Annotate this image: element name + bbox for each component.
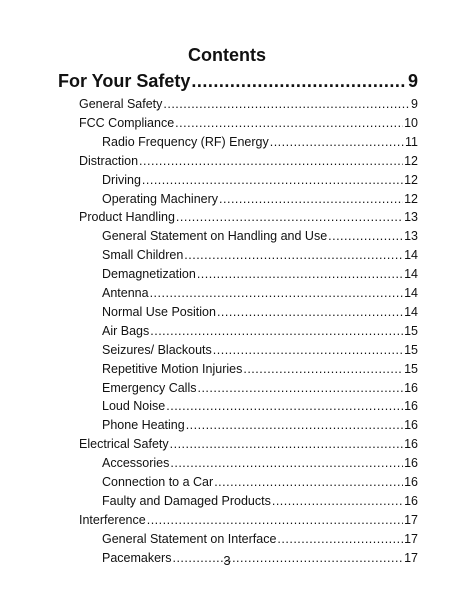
- toc-dot-leader: [184, 246, 403, 264]
- toc-entry[interactable]: [79, 95, 418, 113]
- toc-entry-label: General Statement on Interface: [102, 531, 277, 546]
- contents-title: Contents: [188, 45, 266, 65]
- toc-entry-label: Phone Heating: [102, 418, 185, 433]
- toc-entry-page: 12: [404, 153, 418, 168]
- toc-entry-page: 16: [404, 380, 418, 395]
- toc-entry-label: Interference: [79, 512, 146, 527]
- toc-entry[interactable]: [58, 70, 418, 92]
- toc-dot-leader: [150, 322, 403, 340]
- toc-entry[interactable]: [102, 322, 418, 340]
- toc-dot-leader: [197, 379, 403, 397]
- toc-entry-label: Distraction: [79, 153, 139, 168]
- toc-entry[interactable]: [102, 473, 418, 491]
- toc-dot-leader: [277, 530, 403, 548]
- toc-entry-label: Pacemakers: [102, 550, 172, 565]
- toc-entry-label: Operating Machinery: [102, 191, 219, 206]
- toc-dot-leader: [170, 454, 403, 472]
- toc-entry-page: 17: [404, 550, 418, 565]
- toc-entry-page: 15: [404, 361, 418, 376]
- toc-entry-page: 14: [404, 267, 418, 282]
- toc-entry-page: 13: [404, 229, 418, 244]
- page-number: 3: [223, 553, 231, 568]
- toc-entry-label: Connection to a Car: [102, 475, 214, 489]
- toc-entry[interactable]: [102, 360, 418, 378]
- toc-entry[interactable]: [102, 284, 418, 302]
- toc-entry-page: 14: [404, 286, 418, 300]
- toc-dot-leader: [163, 95, 410, 113]
- toc-dot-leader: [166, 397, 403, 415]
- toc-dot-leader: [142, 171, 403, 189]
- toc-entry-label: Electrical Safety: [79, 437, 169, 452]
- toc-entry-label: Emergency Calls: [102, 380, 197, 395]
- toc-entry-page: 16: [404, 456, 418, 471]
- toc-entry-page: 9: [407, 71, 418, 91]
- toc-entry[interactable]: [102, 265, 418, 283]
- toc-entry-label: Faulty and Damaged Products: [102, 493, 271, 508]
- toc-entry[interactable]: [79, 114, 418, 132]
- toc-entry[interactable]: [102, 454, 418, 472]
- toc-entry[interactable]: [102, 341, 418, 359]
- toc-entry-label: Radio Frequency (RF) Energy: [102, 134, 269, 149]
- toc-entry-page: 16: [404, 437, 418, 452]
- toc-entry-page: 17: [404, 531, 418, 546]
- toc-entry-page: 12: [404, 191, 418, 206]
- toc-entry[interactable]: [102, 416, 418, 434]
- toc-entry[interactable]: [102, 379, 418, 397]
- toc-entry-page: 12: [404, 172, 418, 187]
- toc-entry-label: Seizures/ Blackouts: [102, 342, 212, 357]
- toc-dot-leader: [197, 265, 403, 283]
- toc-entry[interactable]: [79, 511, 418, 529]
- toc-dot-leader: [147, 511, 403, 529]
- toc-entry-label: Antenna: [102, 286, 149, 300]
- toc-entry-label: Accessories: [102, 456, 170, 471]
- toc-dot-leader: [328, 227, 403, 245]
- toc-entry-label: Repetitive Motion Injuries: [102, 361, 243, 376]
- toc-entry-page: 14: [404, 248, 418, 263]
- toc-entry-page: 17: [404, 512, 418, 527]
- toc-dot-leader: [270, 133, 404, 151]
- toc-entry-label: Loud Noise: [102, 399, 166, 414]
- toc-entry-page: 16: [404, 418, 418, 433]
- toc-entry-page: 11: [405, 134, 418, 149]
- toc-dot-leader: [186, 416, 403, 434]
- toc-entry-page: 15: [404, 342, 418, 357]
- toc-entry[interactable]: [102, 492, 418, 510]
- toc-entry[interactable]: [79, 152, 418, 170]
- toc-entry-page: 13: [404, 210, 418, 225]
- toc-dot-leader: [176, 208, 403, 226]
- toc-dot-leader: [175, 114, 403, 132]
- toc-dot-leader: [272, 492, 403, 510]
- toc-entry-label: Normal Use Position: [102, 304, 216, 319]
- toc-entry[interactable]: [79, 435, 418, 453]
- toc-entry[interactable]: [102, 397, 418, 415]
- toc-entry-label: Driving: [102, 172, 141, 187]
- toc-entry-page: 16: [404, 475, 418, 489]
- toc-entry-page: 9: [411, 97, 418, 111]
- toc-entry[interactable]: [102, 303, 418, 321]
- toc-entry-label: Small Children: [102, 248, 184, 263]
- toc-dot-leader: [139, 152, 403, 170]
- toc-dot-leader: [243, 360, 403, 378]
- toc-dot-leader: [217, 303, 403, 321]
- toc-entry[interactable]: [102, 133, 418, 151]
- toc-entry[interactable]: [79, 208, 418, 226]
- toc-entry-label: Product Handling: [79, 210, 175, 225]
- toc-dot-leader: [213, 341, 403, 359]
- toc-dot-leader: [191, 70, 407, 92]
- toc-entry-page: 14: [404, 304, 418, 319]
- toc-entry[interactable]: [102, 227, 418, 245]
- toc-dot-leader: [219, 190, 403, 208]
- toc-entry-label: For Your Safety: [58, 71, 191, 91]
- toc-entry[interactable]: [102, 171, 418, 189]
- toc-entry[interactable]: [102, 530, 418, 548]
- toc-entry-label: FCC Compliance: [79, 115, 175, 130]
- toc-entry[interactable]: [102, 246, 418, 264]
- toc-dot-leader: [150, 284, 404, 302]
- toc-dot-leader: [170, 435, 403, 453]
- toc-dot-leader: [214, 473, 403, 491]
- toc-entry-page: 15: [404, 323, 418, 338]
- toc-entry-page: 10: [404, 115, 418, 130]
- toc-entry-label: General Statement on Handling and Use: [102, 229, 328, 244]
- toc-entry-page: 16: [404, 493, 418, 508]
- toc-entry-page: 16: [404, 399, 418, 414]
- toc-entry-label: Demagnetization: [102, 267, 196, 282]
- toc-entry-label: Air Bags: [102, 323, 150, 338]
- toc-entry-label: General Safety: [79, 97, 163, 111]
- toc-entry[interactable]: [102, 190, 418, 208]
